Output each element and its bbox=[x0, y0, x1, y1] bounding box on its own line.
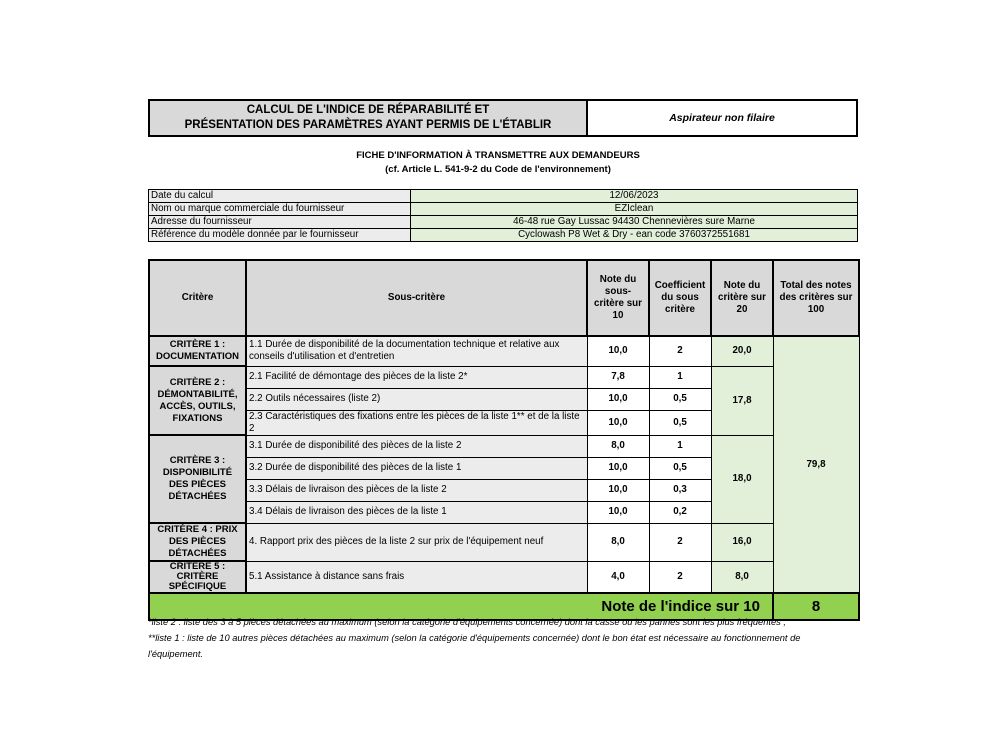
info-row bbox=[149, 203, 858, 216]
footnotes bbox=[148, 614, 848, 662]
info-value: 12/06/2023 bbox=[411, 190, 858, 203]
sub-note: 10,0 bbox=[587, 457, 649, 479]
criterion-score: 18,0 bbox=[711, 435, 773, 523]
sub-coef: 0,5 bbox=[649, 388, 711, 410]
sub-note: 10,0 bbox=[587, 336, 649, 366]
footnote-liste-2: *liste 2 : liste des 3 à 5 pièces détachées au maximum (selon la catégorie d'équipements concernée) dont la casse ou les pannes sont les plus fréquentes ; bbox=[148, 617, 786, 627]
sub-criterion: 5.1 Assistance à distance sans frais bbox=[246, 561, 587, 593]
table-row bbox=[149, 435, 859, 457]
sub-criterion: 2.1 Facilité de démontage des pièces de la liste 2* bbox=[246, 366, 587, 388]
table-row bbox=[149, 523, 859, 561]
sub-coef: 0,2 bbox=[649, 501, 711, 523]
criterion-score: 8,0 bbox=[711, 561, 773, 593]
title-line-1: CALCUL DE L'INDICE DE RÉPARABILITÉ ET bbox=[246, 104, 490, 116]
sub-criterion: 3.1 Durée de disponibilité des pièces de la liste 2 bbox=[246, 435, 587, 457]
fiche-line-2: (cf. Article L. 541-9-2 du Code de l'environnement) bbox=[385, 164, 611, 175]
header-total: Total des notes des critères sur 100 bbox=[773, 260, 859, 336]
criterion-name: CRITÈRE 5 : CRITÈRE SPÉCIFIQUE bbox=[149, 561, 246, 593]
info-label: Nom ou marque commerciale du fournisseur bbox=[149, 203, 411, 216]
sub-coef: 2 bbox=[649, 336, 711, 366]
title-line-2: PRÉSENTATION DES PARAMÈTRES AYANT PERMIS DE L'ÉTABLIR bbox=[184, 119, 552, 131]
sub-coef: 1 bbox=[649, 435, 711, 457]
info-row bbox=[149, 229, 858, 242]
header-critere: Critère bbox=[149, 260, 246, 336]
footnote-liste-1: **liste 1 : liste de 10 autres pièces détachées au maximum (selon la catégorie d'équipements concernée) dont le bon état est nécessaire au fonctionnement de l'équipement. bbox=[148, 633, 801, 659]
sub-criterion: 2.3 Caractéristiques des fixations entre les pièces de la liste 1** et de la liste 2 bbox=[246, 410, 587, 435]
info-label: Date du calcul bbox=[149, 190, 411, 203]
sub-criterion: 3.3 Délais de livraison des pièces de la liste 2 bbox=[246, 479, 587, 501]
info-value: EZIclean bbox=[411, 203, 858, 216]
info-row bbox=[149, 190, 858, 203]
table-row bbox=[149, 336, 859, 366]
table-row bbox=[149, 561, 859, 593]
sub-coef: 0,3 bbox=[649, 479, 711, 501]
supplier-info-table bbox=[148, 189, 858, 242]
product-type: Aspirateur non filaire bbox=[588, 99, 858, 137]
fiche-line-1: FICHE D'INFORMATION À TRANSMETTRE AUX DEMANDEURS bbox=[356, 150, 640, 161]
criterion-score: 16,0 bbox=[711, 523, 773, 561]
sub-note: 10,0 bbox=[587, 479, 649, 501]
table-row bbox=[149, 366, 859, 388]
sub-coef: 0,5 bbox=[649, 457, 711, 479]
sub-note: 8,0 bbox=[587, 435, 649, 457]
table-header-row bbox=[149, 260, 859, 336]
sub-note: 10,0 bbox=[587, 388, 649, 410]
sub-note: 7,8 bbox=[587, 366, 649, 388]
sub-coef: 1 bbox=[649, 366, 711, 388]
info-row bbox=[149, 216, 858, 229]
sub-coef: 0,5 bbox=[649, 410, 711, 435]
sub-note: 10,0 bbox=[587, 410, 649, 435]
index-value: 8 bbox=[773, 593, 859, 620]
header-note-sous-critere: Note du sous-critère sur 10 bbox=[587, 260, 649, 336]
sub-note: 8,0 bbox=[587, 523, 649, 561]
sub-coef: 2 bbox=[649, 523, 711, 561]
sub-note: 4,0 bbox=[587, 561, 649, 593]
criterion-score: 17,8 bbox=[711, 366, 773, 435]
fiche-heading bbox=[148, 149, 848, 177]
criterion-name: CRITÈRE 3 : DISPONIBILITÉ DES PIÈCES DÉTACHÉES bbox=[149, 435, 246, 523]
header-coefficient: Coefficient du sous critère bbox=[649, 260, 711, 336]
criterion-name: CRITÈRE 1 : DOCUMENTATION bbox=[149, 336, 246, 366]
criterion-name: CRITÈRE 4 : PRIX DES PIÈCES DÉTACHÉES bbox=[149, 523, 246, 561]
sub-criterion: 2.2 Outils nécessaires (liste 2) bbox=[246, 388, 587, 410]
info-value: Cyclowash P8 Wet & Dry - ean code 3760372551681 bbox=[411, 229, 858, 242]
index-label: Note de l'indice sur 10 bbox=[149, 593, 773, 620]
header-note-critere: Note du critère sur 20 bbox=[711, 260, 773, 336]
sub-note: 10,0 bbox=[587, 501, 649, 523]
sub-criterion: 3.4 Délais de livraison des pièces de la liste 1 bbox=[246, 501, 587, 523]
info-label: Référence du modèle donnée par le fournisseur bbox=[149, 229, 411, 242]
document-title bbox=[148, 99, 588, 137]
info-label: Adresse du fournisseur bbox=[149, 216, 411, 229]
total-score: 79,8 bbox=[773, 336, 859, 593]
criterion-score: 20,0 bbox=[711, 336, 773, 366]
criteria-table bbox=[148, 259, 860, 621]
sub-criterion: 3.2 Durée de disponibilité des pièces de la liste 1 bbox=[246, 457, 587, 479]
sub-criterion: 4. Rapport prix des pièces de la liste 2 sur prix de l'équipement neuf bbox=[246, 523, 587, 561]
criterion-name: CRITÈRE 2 : DÉMONTABILITÉ, ACCÈS, OUTILS, FIXATIONS bbox=[149, 366, 246, 435]
sub-coef: 2 bbox=[649, 561, 711, 593]
header-sous-critere: Sous-critère bbox=[246, 260, 587, 336]
sub-criterion: 1.1 Durée de disponibilité de la documentation technique et relative aux conseils d'utilisation et d'entretien bbox=[246, 336, 587, 366]
info-value: 46-48 rue Gay Lussac 94430 Chennevières sure Marne bbox=[411, 216, 858, 229]
